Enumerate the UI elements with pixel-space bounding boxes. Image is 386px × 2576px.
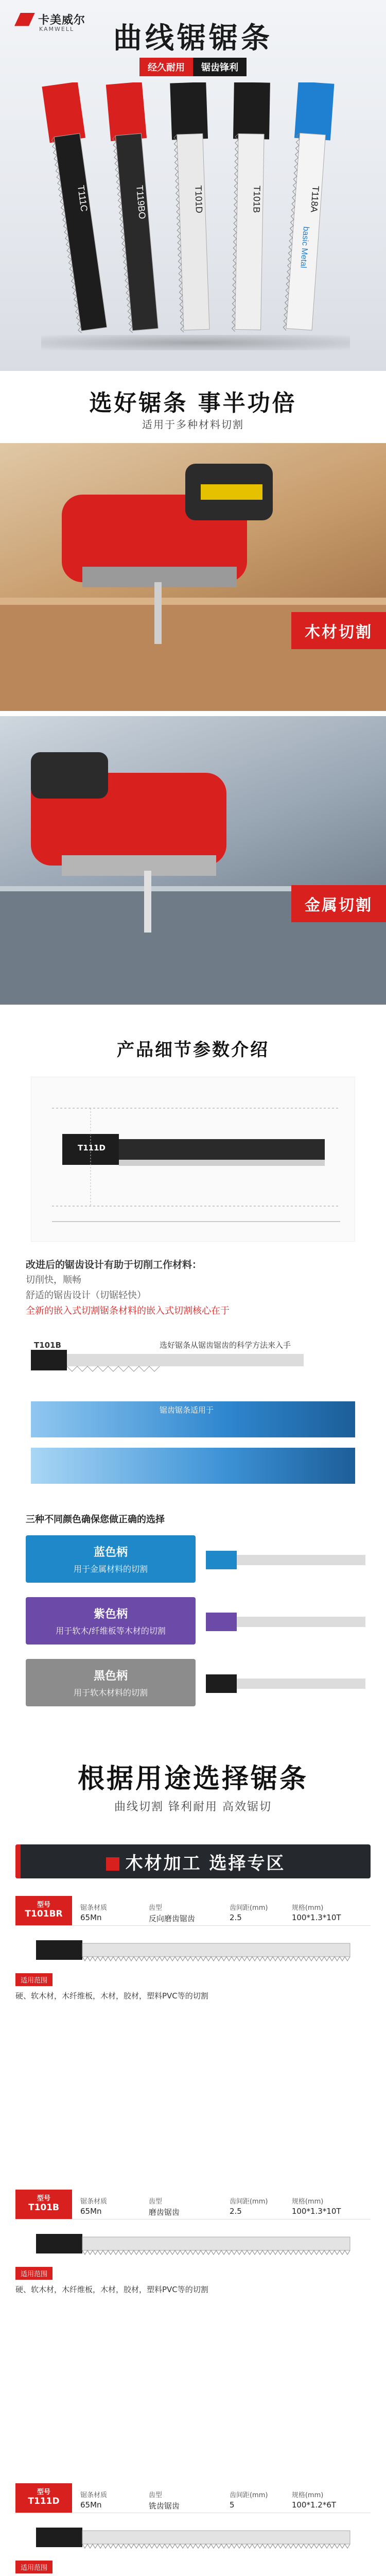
tooth-row-code: T101B bbox=[34, 1341, 61, 1350]
grade-use: 用于软木材料的切割 bbox=[73, 1688, 148, 1698]
usage-subtitle: 曲线切割 锋利耐用 高效锯切 bbox=[114, 1801, 272, 1814]
grade-name: 蓝色柄 bbox=[93, 1546, 128, 1559]
tooth-row bbox=[31, 1401, 355, 1437]
intro-section bbox=[0, 371, 386, 438]
model-code-label: 型号 bbox=[37, 2195, 50, 2202]
hero-blade-set bbox=[0, 82, 386, 371]
tooth-row-caption: 锯齿锯条适用于 bbox=[160, 1405, 214, 1415]
spec-size: 100*1.2*6T bbox=[291, 2500, 337, 2510]
model-spec-row bbox=[15, 2483, 371, 2513]
grade-blade-purple bbox=[206, 1613, 365, 1631]
spec-size: 100*1.3*10T bbox=[291, 2207, 341, 2216]
model-code: T111D bbox=[28, 2496, 60, 2506]
three-color-title: 三种不同颜色确保您做正确的选择 bbox=[26, 1514, 165, 1525]
spec-header-material: 锯条材质 bbox=[80, 2492, 108, 2499]
tooth-row bbox=[31, 1448, 355, 1484]
zone-title bbox=[21, 1849, 371, 1874]
spec-pitch: 5 bbox=[229, 2500, 235, 2510]
grade-blade-black bbox=[206, 1674, 365, 1693]
spec-shape: 反向磨齿锯齿 bbox=[148, 1914, 195, 1923]
hero-tag: 经久耐用 bbox=[139, 58, 193, 76]
grade-blue bbox=[26, 1535, 196, 1583]
intro-subtitle: 适用于多种材料切割 bbox=[142, 418, 244, 431]
spec-header-shape: 齿型 bbox=[148, 2492, 162, 2499]
metal-cutting-badge: 金属切割 bbox=[291, 885, 386, 922]
wood-zone-banner bbox=[15, 1844, 371, 1878]
spec-header-pitch: 齿间距(mm) bbox=[229, 2198, 268, 2206]
model-card bbox=[15, 2483, 371, 2576]
hero-blade-code: T101B bbox=[251, 185, 262, 213]
model-blade-image bbox=[15, 1933, 371, 1967]
spec-material: 65Mn bbox=[80, 2500, 102, 2510]
spec-header-size: 规格(mm) bbox=[291, 2492, 324, 2499]
model-code: T101B bbox=[28, 2202, 60, 2213]
brand-latin: KAMWELL bbox=[39, 26, 75, 32]
spec-header-size: 规格(mm) bbox=[291, 1904, 324, 1912]
grade-use: 用于金属材料的切割 bbox=[73, 1564, 148, 1574]
blade-diagram-drawing bbox=[31, 1077, 356, 1242]
model-code-badge bbox=[15, 1896, 72, 1925]
model-code-badge bbox=[15, 2190, 72, 2219]
hero-blade bbox=[42, 82, 112, 334]
tooth-row bbox=[31, 1340, 355, 1386]
diagram-blade-code: T111D bbox=[78, 1143, 106, 1153]
grade-purple bbox=[26, 1597, 196, 1645]
model-spec-row bbox=[15, 1896, 371, 1926]
model-code-badge bbox=[15, 2483, 72, 2513]
wood-cutting-badge: 木材切割 bbox=[291, 612, 386, 649]
model-card bbox=[15, 1896, 371, 2002]
hero-banner bbox=[0, 0, 386, 371]
use-label: 适用范围 bbox=[15, 2267, 52, 2280]
use-label: 适用范围 bbox=[15, 1973, 52, 1986]
model-blade-image bbox=[15, 2520, 371, 2554]
grade-gray bbox=[26, 1659, 196, 1706]
note-line: 全新的嵌入式切割锯条材料的嵌入式切割核心在于 bbox=[26, 1306, 230, 1316]
spec-header-shape: 齿型 bbox=[148, 2198, 162, 2206]
hero-title: 曲线锯锯条 bbox=[113, 22, 273, 55]
wood-cutting-photo bbox=[0, 443, 386, 711]
intro-title: 选好锯条 事半功倍 bbox=[89, 390, 297, 416]
zone-stripe bbox=[15, 1844, 21, 1878]
spec-header-size: 规格(mm) bbox=[291, 2198, 324, 2206]
hero-tags bbox=[0, 58, 386, 76]
jigsaw-metal-illustration bbox=[0, 716, 386, 1005]
spec-pitch: 2.5 bbox=[229, 2207, 242, 2216]
spec-pitch: 2.5 bbox=[229, 1913, 242, 1922]
spec-shape: 磨齿锯齿 bbox=[148, 2208, 180, 2217]
hero-shadow bbox=[41, 335, 350, 350]
hero-blade-text: basic Metal bbox=[299, 226, 310, 268]
hero-blade-code: T118A bbox=[308, 185, 321, 213]
model-spec-cols bbox=[72, 2190, 371, 2219]
use-label: 适用范围 bbox=[15, 2561, 52, 2573]
spec-header-pitch: 齿间距(mm) bbox=[229, 1904, 268, 1912]
detail-title-text: 产品细节参数介绍 bbox=[117, 1040, 269, 1060]
spec-header-pitch: 齿间距(mm) bbox=[229, 2492, 268, 2499]
metal-cutting-photo bbox=[0, 716, 386, 1005]
note-line: 舒适的锯齿设计（切锯轻快） bbox=[26, 1290, 146, 1301]
model-blade-image bbox=[15, 2227, 371, 2261]
model-spec-cols bbox=[72, 2483, 371, 2513]
spec-header-shape: 齿型 bbox=[148, 1904, 162, 1912]
model-use: 硬、软木材，木纤维板，木材，胶材，塑料PVC等的切割 bbox=[15, 2285, 208, 2294]
model-spec-row bbox=[15, 2190, 371, 2219]
note-line: 切削快，顺畅 bbox=[26, 1275, 81, 1285]
detail-section-title bbox=[0, 1036, 386, 1061]
hero-blade bbox=[170, 82, 215, 332]
model-card bbox=[15, 2190, 371, 2295]
model-code: T101BR bbox=[25, 1909, 63, 1919]
hero-tag: 锯齿锋利 bbox=[193, 58, 247, 76]
jigsaw-wood-illustration bbox=[0, 443, 386, 711]
grade-blade-blue bbox=[206, 1551, 365, 1569]
hero-blade-code: T111C bbox=[75, 184, 90, 212]
grade-use: 用于软木/纤维板等木材的切割 bbox=[56, 1626, 166, 1636]
spec-material: 65Mn bbox=[80, 1913, 102, 1922]
hero-blade-code: T119BO bbox=[134, 184, 148, 219]
grade-name: 黑色柄 bbox=[93, 1670, 128, 1683]
hero-blade bbox=[106, 82, 164, 333]
usage-title: 根据用途选择锯条 bbox=[77, 1764, 308, 1794]
spec-size: 100*1.3*10T bbox=[291, 1913, 341, 1922]
spec-shape: 铣齿锯齿 bbox=[148, 2501, 180, 2511]
model-code-label: 型号 bbox=[37, 1901, 50, 1909]
hero-blade bbox=[230, 82, 270, 332]
grade-blade-set bbox=[206, 1540, 371, 1705]
zone-label: 木材加工 选择专区 bbox=[125, 1853, 286, 1874]
hero-blade bbox=[281, 82, 335, 333]
detail-notes bbox=[26, 1257, 365, 1319]
grade-name: 紫色柄 bbox=[93, 1608, 128, 1621]
spec-header-material: 锯条材质 bbox=[80, 1904, 108, 1912]
hero-blade-code: T101D bbox=[193, 185, 205, 214]
zone-square-icon bbox=[106, 1857, 119, 1871]
tooth-row-caption: 选好锯条从锯齿锯齿的科学方法来入手 bbox=[160, 1341, 291, 1350]
spec-material: 65Mn bbox=[80, 2207, 102, 2216]
blade-diagram bbox=[31, 1077, 355, 1242]
model-use: 硬、软木材，木纤维板，木材，胶材，塑料PVC等的切割 bbox=[15, 1991, 208, 2001]
notes-title: 改进后的锯齿设计有助于切削工作材料： bbox=[26, 1259, 202, 1270]
model-code-label: 型号 bbox=[37, 2488, 50, 2496]
spec-header-material: 锯条材质 bbox=[80, 2198, 108, 2206]
brand-name: 卡美威尔 bbox=[38, 14, 86, 27]
model-spec-cols bbox=[72, 1896, 371, 1925]
